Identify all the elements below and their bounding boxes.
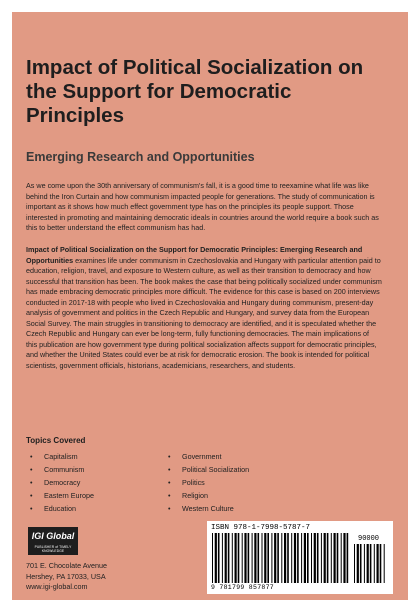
address-line-1: 701 E. Chocolate Avenue [26, 561, 107, 570]
barcode-stripe [248, 533, 250, 583]
publisher-logo [28, 527, 78, 555]
barcode-stripe [271, 533, 272, 583]
barcode-stripe [262, 533, 263, 583]
barcode-stripe [377, 544, 379, 583]
barcode-stripe [297, 533, 299, 583]
barcode-stripe [254, 533, 256, 583]
isbn-text: ISBN 978-1-7998-5787-7 [211, 524, 311, 532]
barcode-stripe [331, 533, 332, 583]
barcode-stripe [311, 533, 312, 583]
topic-item: • Capitalism [30, 452, 94, 465]
barcode-stripe [334, 533, 336, 583]
barcode-stripe [337, 533, 339, 583]
barcode-stripe [218, 533, 220, 583]
topics-list-left [30, 452, 94, 517]
barcode-stripe [301, 533, 302, 583]
barcode-stripe [367, 544, 369, 583]
barcode-stripe [327, 533, 329, 583]
book-subtitle: Emerging Research and Opportunities [26, 150, 255, 164]
book-title: Impact of Political Socialization on the Support for Democratic Principles [26, 56, 364, 127]
barcode-stripe [287, 533, 289, 583]
barcode-stripe [267, 533, 269, 583]
barcode-stripe [274, 533, 276, 583]
publisher-logo-text: IGI Global [31, 531, 75, 541]
barcode-stripe [258, 533, 260, 583]
topic-item: • Religion [168, 491, 249, 504]
barcode-stripe [244, 533, 246, 583]
barcode-stripe [225, 533, 227, 583]
publisher-website: www.igi-global.com [26, 582, 88, 591]
price-code: 90000 [358, 535, 380, 543]
address-line-2: Hershey, PA 17033, USA [26, 571, 106, 581]
description-book-title: Impact of Political Socialization on the Support for Democratic Principles: Emerging Research and Opportunities [26, 245, 363, 265]
barcode-stripe [222, 533, 223, 583]
topics-heading: Topics Covered [26, 436, 86, 445]
barcode-stripe [364, 544, 365, 583]
barcode-stripe [374, 544, 375, 583]
barcode-stripe [281, 533, 282, 583]
barcode-stripe [238, 533, 240, 583]
barcode-stripe [317, 533, 319, 583]
topic-item: • Government [168, 452, 249, 465]
barcode-stripe [228, 533, 230, 583]
barcode-stripe [252, 533, 253, 583]
description-body: examines life under communism in Czechoslovakia and Hungary with particular attention paid to education, religion, travel, and exposure to Western culture, as well as their transition to democracy and how successful that transition has been. The book makes the case that being politically socialized under communism has made embracing democratic principles more difficult. The evidence for this case is based on 200 interviews conducted in 2017-18 with people who lived in Czechoslovakia and Hungary during communism, present-day analysis of government and politics in the Czech Republic and Hungary, and survey data from the European Social Survey. The main struggles in transitioning to democracy are identified, and it is speculated whether the Czech Republic and Hungary can ever be long-term, fully functioning democracies. The main implications of this publication are how government type during political socialization affects support for democratic principles, and whether the United States could ever be at risk for democratic erosion. The book is intended for political scientists, government officials, historians, academicians, researchers, and students. [26, 255, 382, 370]
barcode-stripe [347, 533, 349, 583]
isbn-barcode [212, 533, 350, 583]
description-paragraph-2 [26, 245, 382, 371]
barcode-stripe [314, 533, 316, 583]
barcode-number: 9 781799 857877 [211, 584, 275, 591]
description-paragraph-1: As we come upon the 30th anniversary of communism's fall, it is a good time to reexamine what life was like behind the Iron Curtain and how communism impacted people for generations. The study of communication is important as it shows how much effect government type has on the principles its people support. Those interested in promoting and maintaining democratic ideals in countries around the world require a book such as this to better understand the effect communism has had. [26, 181, 379, 232]
barcode-stripe [343, 533, 345, 583]
topic-item: • Political Socialization [168, 465, 249, 478]
barcode-stripe [304, 533, 306, 583]
barcode-box [207, 521, 393, 594]
barcode-stripe [380, 544, 382, 583]
barcode-stripe [384, 544, 385, 583]
barcode-stripe [232, 533, 233, 583]
publisher-logo-tagline: PUBLISHER of TIMELY KNOWLEDGE [34, 545, 72, 553]
barcode-stripe [357, 544, 359, 583]
topic-item: • Education [30, 504, 94, 517]
barcode-stripe [321, 533, 322, 583]
topic-item: • Western Culture [168, 504, 249, 517]
topics-list-right [168, 452, 249, 517]
topic-item: • Politics [168, 478, 249, 491]
barcode-stripe [291, 533, 292, 583]
barcode-stripe [277, 533, 279, 583]
barcode-stripe [370, 544, 372, 583]
barcode-stripe [307, 533, 309, 583]
barcode-stripe [264, 533, 266, 583]
barcode-stripe [341, 533, 342, 583]
topic-item: • Democracy [30, 478, 94, 491]
topic-item: • Communism [30, 465, 94, 478]
publisher-address [26, 561, 107, 593]
barcode-stripe [215, 533, 217, 583]
barcode-stripe [360, 544, 362, 583]
barcode-stripe [354, 544, 355, 583]
topic-item: • Eastern Europe [30, 491, 94, 504]
price-barcode [354, 544, 386, 583]
barcode-stripe [284, 533, 286, 583]
barcode-stripe [235, 533, 237, 583]
barcode-stripe [242, 533, 243, 583]
barcode-stripe [212, 533, 213, 583]
barcode-stripe [324, 533, 326, 583]
barcode-stripe [294, 533, 296, 583]
